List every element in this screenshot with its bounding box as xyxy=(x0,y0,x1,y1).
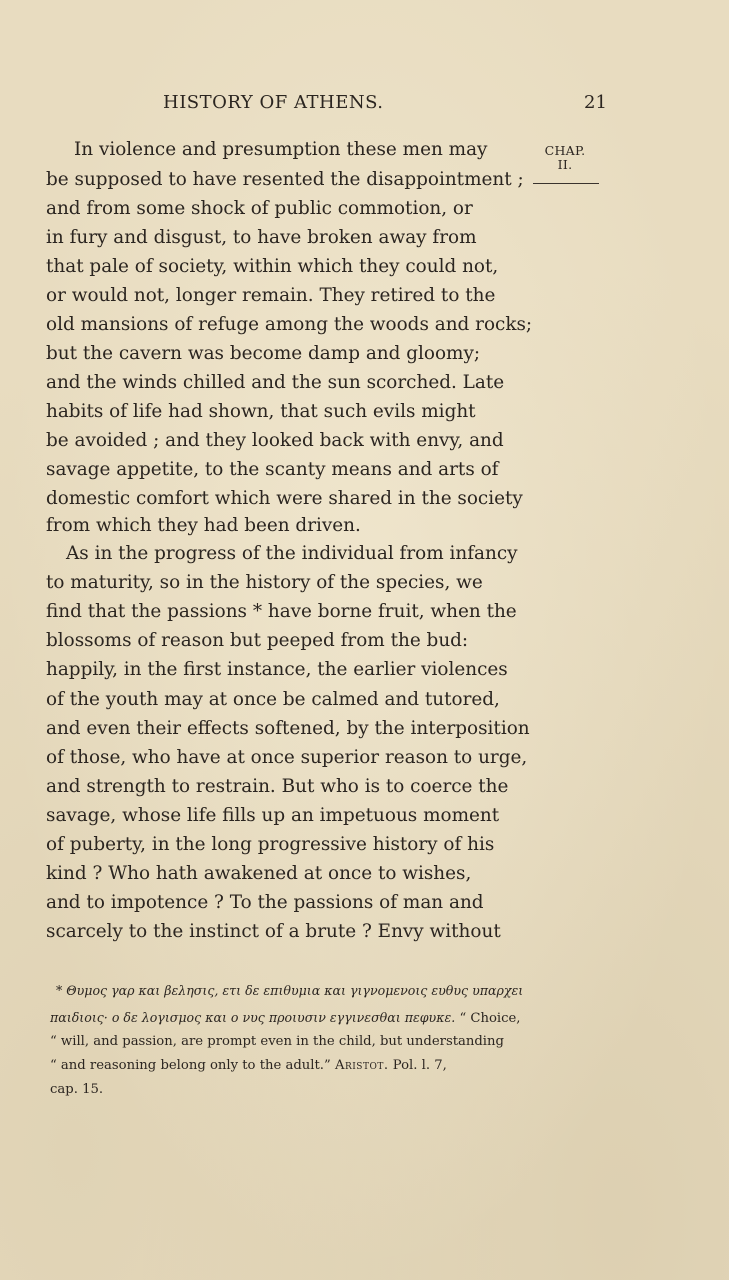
text-line: blossoms of reason but peeped from the bud: xyxy=(46,630,469,651)
footnote-line: cap. 15. xyxy=(50,1082,104,1097)
footnote-reference: Pol. l. 7, xyxy=(392,1058,447,1073)
footnote-greek-line: * Θυμος γαρ και βελησις, ετι δε επιθυμια και γιγνομενοις ευθυς υπαρχει xyxy=(56,983,524,998)
text-line: but the cavern was become damp and gloomy; xyxy=(46,343,481,364)
footnote-english: “ Choice, xyxy=(459,1011,521,1026)
footnote-line xyxy=(50,1009,521,1028)
chapter-marker xyxy=(541,144,589,172)
text-line: that pale of society, within which they could not, xyxy=(46,256,499,277)
chapter-label: CHAP. xyxy=(544,143,586,158)
text-line: and strength to restrain. But who is to coerce the xyxy=(46,776,509,797)
text-line: habits of life had shown, that such evils might xyxy=(46,401,476,422)
text-line: and the winds chilled and the sun scorched. Late xyxy=(46,372,505,393)
text-line: or would not, longer remain. They retired to the xyxy=(46,285,496,306)
chapter-number: II. xyxy=(557,157,573,172)
footnote-line: “ will, and passion, are prompt even in the child, but understanding xyxy=(50,1034,504,1049)
text-line: of those, who have at once superior reason to urge, xyxy=(46,747,528,768)
chapter-rule xyxy=(533,183,599,184)
text-line: find that the passions * have borne fruit, when the xyxy=(46,601,517,622)
text-line: be avoided ; and they looked back with envy, and xyxy=(46,430,504,451)
text-line: domestic comfort which were shared in the society xyxy=(46,488,523,509)
text-line: and to impotence ? To the passions of man and xyxy=(46,892,484,913)
text-line: from which they had been driven. xyxy=(46,515,361,536)
text-line: happily, in the first instance, the earlier violences xyxy=(46,659,508,680)
page-number: 21 xyxy=(584,92,607,113)
text-line: savage, whose life fills up an impetuous moment xyxy=(46,805,500,826)
text-line: scarcely to the instinct of a brute ? Envy without xyxy=(46,921,501,942)
footnote-line xyxy=(50,1057,447,1075)
text-line: of the youth may at once be calmed and tutored, xyxy=(46,689,500,710)
running-title: HISTORY OF ATHENS. xyxy=(163,92,384,113)
text-line: old mansions of refuge among the woods and rocks; xyxy=(46,314,533,335)
text-line: savage appetite, to the scanty means and arts of xyxy=(46,459,499,480)
text-line: be supposed to have resented the disappointment ; xyxy=(46,169,524,190)
footnote-author: Aristot. xyxy=(334,1058,389,1073)
text-line: kind ? Who hath awakened at once to wishes, xyxy=(46,863,472,884)
text-line: In violence and presumption these men may xyxy=(74,139,488,160)
footnote-greek-line: παιδιοις· ο δε λογισμος και ο νυς προιυσιν εγγινεσθαι πεφυκε. xyxy=(50,1010,456,1025)
text-line: As in the progress of the individual from infancy xyxy=(66,543,518,564)
text-line: and from some shock of public commotion, or xyxy=(46,198,473,219)
footnote-quote: “ and reasoning belong only to the adult.” xyxy=(50,1058,331,1073)
text-line: of puberty, in the long progressive history of his xyxy=(46,834,495,855)
text-line: and even their effects softened, by the interposition xyxy=(46,718,530,739)
text-line: to maturity, so in the history of the species, we xyxy=(46,572,483,593)
text-line: in fury and disgust, to have broken away from xyxy=(46,227,477,248)
